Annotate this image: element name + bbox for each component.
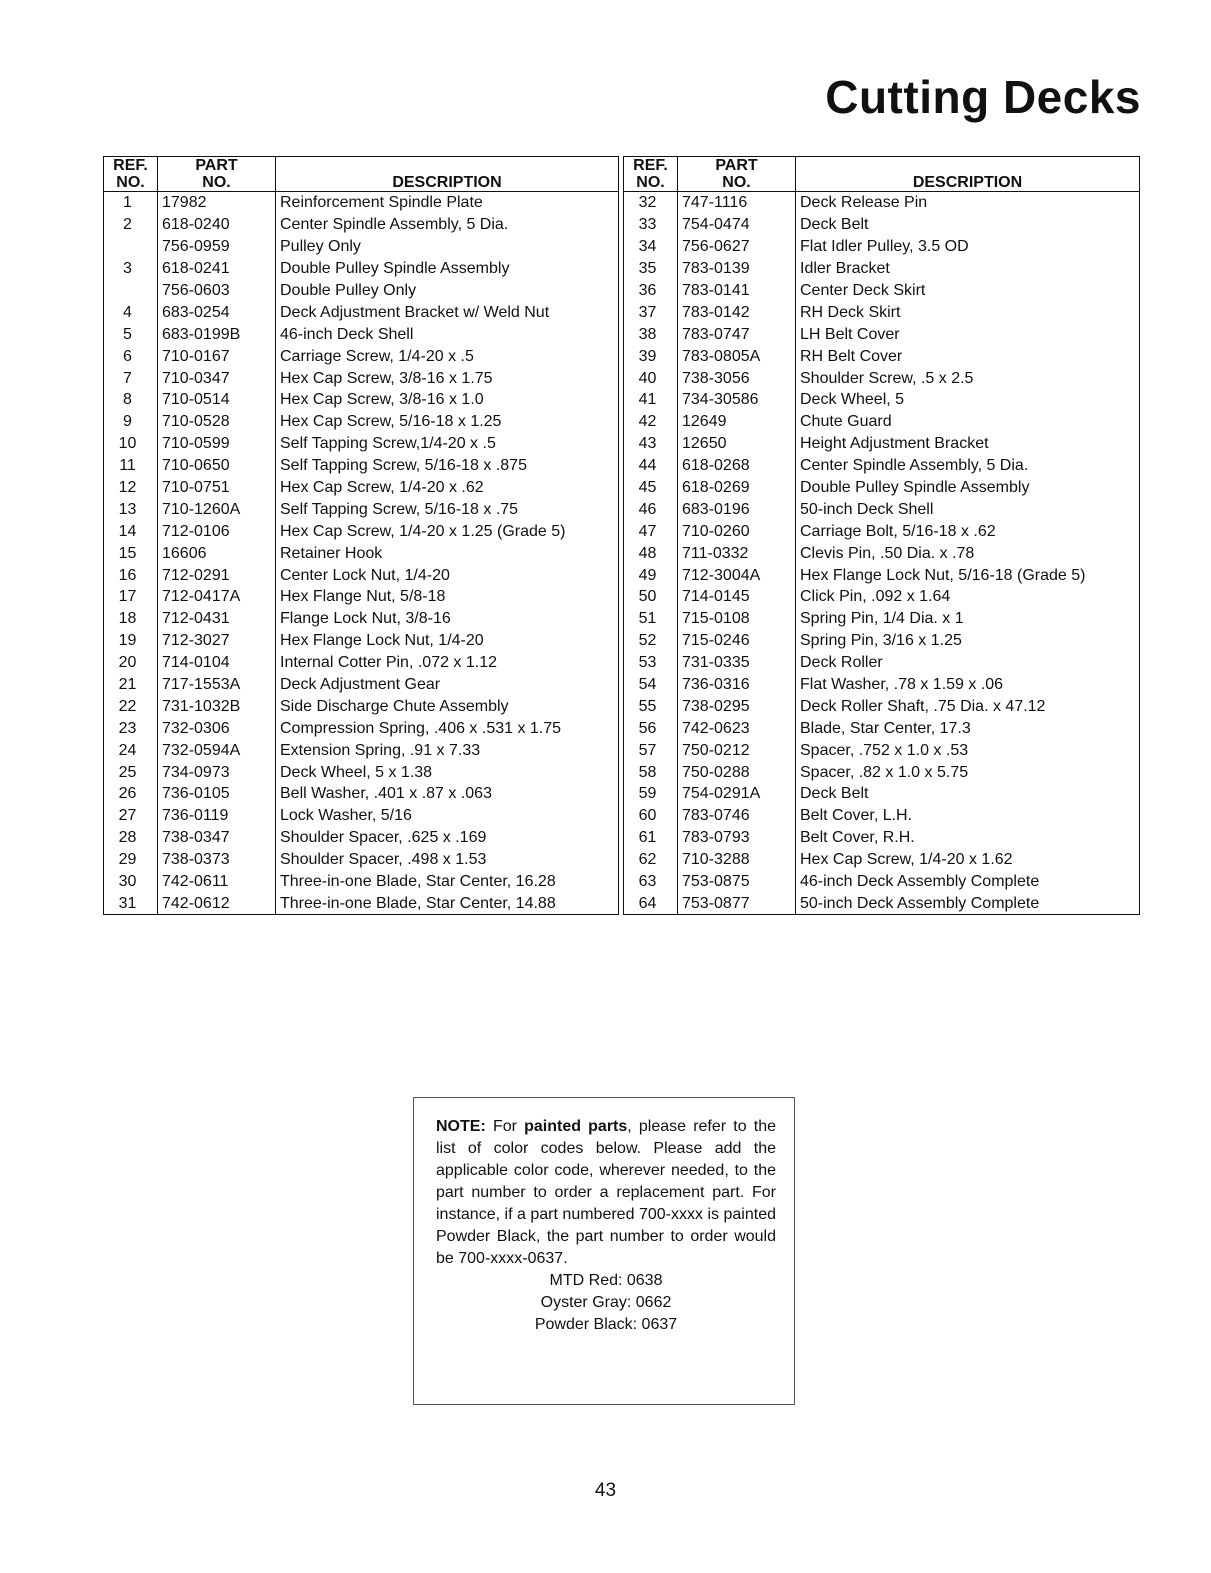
table-row [624, 389, 1140, 411]
part-no-cell: 17982 [158, 192, 276, 214]
ref-no-cell: 62 [624, 849, 678, 871]
ref-no-cell: 15 [104, 542, 158, 564]
ref-no-cell: 54 [624, 674, 678, 696]
table-row [104, 893, 619, 915]
part-no-cell: 738-3056 [678, 367, 796, 389]
table-row [104, 564, 619, 586]
table-row [104, 258, 619, 280]
part-no-cell: 783-0746 [678, 805, 796, 827]
part-no-cell: 710-3288 [678, 849, 796, 871]
description-header: DESCRIPTION [796, 157, 1140, 192]
ref-no-cell: 3 [104, 258, 158, 280]
description-cell: Carriage Bolt, 5/16-18 x .62 [800, 522, 996, 540]
description-cell: Flange Lock Nut, 3/8-16 [280, 610, 451, 628]
color-code-mtd-red: MTD Red: 0638 [549, 1272, 663, 1289]
note-body: , please refer to the list of color codes below. Please add the applicable color code, wherever needed, to the part number to order a replacement part. For instance, if a part numbered 700-xxxx is painted Powder Black, the part number to order would be 700-xxxx-0637. [436, 1118, 777, 1267]
part-no-cell: 710-0650 [158, 455, 276, 477]
table-row [624, 695, 1140, 717]
part-no-cell: 717-1553A [158, 674, 276, 696]
table-row [104, 433, 619, 455]
table-row [624, 783, 1140, 805]
description-cell: Deck Release Pin [800, 194, 928, 212]
table-row [624, 323, 1140, 345]
parts-table-left-body [104, 192, 619, 915]
description-cell: Belt Cover, L.H. [800, 807, 913, 825]
description-cell: 50-inch Deck Assembly Complete [800, 894, 1040, 912]
ref-no-cell: 47 [624, 520, 678, 542]
description-cell: Hex Cap Screw, 1/4-20 x 1.25 (Grade 5) [280, 522, 566, 540]
table-row [624, 849, 1140, 871]
ref-no-cell: 46 [624, 498, 678, 520]
description-cell: Deck Roller Shaft, .75 Dia. x 47.12 [800, 697, 1046, 715]
ref-no-cell: 40 [624, 367, 678, 389]
ref-no-cell: 48 [624, 542, 678, 564]
part-no-cell: 742-0611 [158, 871, 276, 893]
part-no-cell: 712-3004A [678, 564, 796, 586]
table-row [104, 674, 619, 696]
ref-no-cell: 59 [624, 783, 678, 805]
description-cell: Deck Adjustment Gear [280, 676, 441, 694]
color-code-powder-black: Powder Black: 0637 [534, 1316, 678, 1333]
description-cell: Deck Adjustment Bracket w/ Weld Nut [280, 303, 550, 321]
table-row [624, 717, 1140, 739]
table-row [624, 455, 1140, 477]
description-cell: Belt Cover, R.H. [800, 829, 915, 847]
description-cell: Lock Washer, 5/16 [280, 807, 412, 825]
ref-no-cell: 38 [624, 323, 678, 345]
part-no-cell: 618-0241 [158, 258, 276, 280]
part-no-cell: 618-0269 [678, 477, 796, 499]
part-no-cell: 738-0295 [678, 695, 796, 717]
table-row [624, 280, 1140, 302]
note-label: NOTE: [436, 1118, 486, 1135]
description-cell: Click Pin, .092 x 1.64 [800, 588, 951, 606]
table-row [104, 367, 619, 389]
table-row [104, 608, 619, 630]
ref-no-header: REF. NO. [104, 157, 158, 192]
ref-no-cell [104, 236, 158, 258]
part-no-cell: 736-0105 [158, 783, 276, 805]
table-row [624, 739, 1140, 761]
table-row [624, 674, 1140, 696]
table-row [104, 783, 619, 805]
table-row [104, 652, 619, 674]
part-no-cell: 683-0199B [158, 323, 276, 345]
ref-no-cell: 49 [624, 564, 678, 586]
description-cell: Pulley Only [280, 238, 361, 256]
part-no-header: PART NO. [158, 157, 276, 192]
ref-no-cell: 55 [624, 695, 678, 717]
table-header-row [104, 157, 619, 192]
table-row [104, 695, 619, 717]
ref-no-cell: 20 [104, 652, 158, 674]
description-cell: Idler Bracket [800, 260, 890, 278]
description-cell: Hex Flange Lock Nut, 1/4-20 [280, 632, 484, 650]
part-no-cell: 756-0627 [678, 236, 796, 258]
description-cell: Center Deck Skirt [800, 282, 926, 299]
description-cell: Hex Cap Screw, 5/16-18 x 1.25 [280, 413, 502, 431]
part-no-cell: 710-0260 [678, 520, 796, 542]
ref-no-cell: 25 [104, 761, 158, 783]
description-cell: Flat Washer, .78 x 1.59 x .06 [800, 676, 1004, 694]
description-cell: Height Adjustment Bracket [800, 435, 989, 453]
ref-no-cell: 27 [104, 805, 158, 827]
ref-no-cell: 51 [624, 608, 678, 630]
table-row [104, 871, 619, 893]
part-no-cell: 712-0417A [158, 586, 276, 608]
ref-no-cell: 53 [624, 652, 678, 674]
part-no-cell: 712-0106 [158, 520, 276, 542]
table-row [104, 827, 619, 849]
ref-no-header: REF. NO. [624, 157, 678, 192]
part-no-cell: 683-0254 [158, 301, 276, 323]
description-cell: RH Deck Skirt [800, 303, 901, 321]
note-emphasis: painted parts [524, 1118, 628, 1135]
description-cell: Extension Spring, .91 x 7.33 [280, 741, 481, 759]
part-no-cell: 738-0373 [158, 849, 276, 871]
table-row [104, 542, 619, 564]
part-no-cell: 711-0332 [678, 542, 796, 564]
ref-no-cell: 41 [624, 389, 678, 411]
ref-no-cell: 52 [624, 630, 678, 652]
part-no-cell: 783-0139 [678, 258, 796, 280]
part-no-cell: 753-0877 [678, 893, 796, 915]
table-row [624, 411, 1140, 433]
part-no-cell: 732-0594A [158, 739, 276, 761]
table-row [104, 739, 619, 761]
ref-no-cell: 32 [624, 192, 678, 214]
part-no-cell: 738-0347 [158, 827, 276, 849]
table-row [624, 498, 1140, 520]
ref-no-cell: 35 [624, 258, 678, 280]
description-cell: Bell Washer, .401 x .87 x .063 [280, 785, 492, 803]
ref-no-cell: 16 [104, 564, 158, 586]
part-no-cell: 783-0141 [678, 280, 796, 302]
table-row [104, 192, 619, 214]
ref-no-cell: 18 [104, 608, 158, 630]
part-no-cell: 715-0108 [678, 608, 796, 630]
description-cell: Side Discharge Chute Assembly [280, 697, 509, 715]
part-no-cell: 731-1032B [158, 695, 276, 717]
table-row [624, 564, 1140, 586]
part-no-cell: 715-0246 [678, 630, 796, 652]
ref-no-cell: 60 [624, 805, 678, 827]
ref-no-cell: 4 [104, 301, 158, 323]
ref-no-cell: 31 [104, 893, 158, 915]
table-row [624, 761, 1140, 783]
color-code-oyster-gray: Oyster Gray: 0662 [540, 1294, 672, 1311]
ref-no-cell: 8 [104, 389, 158, 411]
description-cell: Center Spindle Assembly, 5 Dia. [280, 216, 509, 234]
part-no-cell: 783-0747 [678, 323, 796, 345]
part-no-cell: 16606 [158, 542, 276, 564]
ref-no-cell: 6 [104, 345, 158, 367]
part-no-cell: 754-0474 [678, 214, 796, 236]
description-cell: Center Lock Nut, 1/4-20 [280, 566, 450, 584]
table-header-row [624, 157, 1140, 192]
parts-table-left [103, 156, 619, 915]
ref-no-cell: 61 [624, 827, 678, 849]
description-cell: Hex Cap Screw, 3/8-16 x 1.0 [280, 391, 484, 409]
part-no-cell: 710-0167 [158, 345, 276, 367]
table-row [624, 433, 1140, 455]
ref-no-cell: 7 [104, 367, 158, 389]
ref-no-cell: 29 [104, 849, 158, 871]
part-no-cell: 714-0145 [678, 586, 796, 608]
ref-no-cell [104, 280, 158, 302]
description-cell: LH Belt Cover [800, 325, 900, 343]
ref-no-cell: 34 [624, 236, 678, 258]
part-no-cell: 750-0212 [678, 739, 796, 761]
ref-no-cell: 44 [624, 455, 678, 477]
ref-no-cell: 11 [104, 455, 158, 477]
page-title: Cutting Decks [825, 71, 1141, 123]
ref-no-cell: 24 [104, 739, 158, 761]
ref-no-cell: 37 [624, 301, 678, 323]
table-row [104, 214, 619, 236]
part-no-cell: 736-0119 [158, 805, 276, 827]
description-cell: Deck Roller [800, 654, 883, 672]
painted-parts-note [413, 1097, 795, 1405]
ref-no-cell: 43 [624, 433, 678, 455]
ref-no-cell: 9 [104, 411, 158, 433]
description-cell: Spring Pin, 3/16 x 1.25 [800, 632, 962, 650]
part-no-cell: 750-0288 [678, 761, 796, 783]
ref-no-cell: 14 [104, 520, 158, 542]
table-row [624, 367, 1140, 389]
table-row [624, 652, 1140, 674]
table-row [624, 827, 1140, 849]
description-cell: Flat Idler Pulley, 3.5 OD [800, 238, 969, 256]
table-row [104, 345, 619, 367]
ref-no-cell: 21 [104, 674, 158, 696]
description-cell: Double Pulley Only [280, 282, 417, 299]
description-cell: Compression Spring, .406 x .531 x 1.75 [280, 719, 562, 737]
ref-no-cell: 58 [624, 761, 678, 783]
note-text [436, 1116, 776, 1270]
part-no-cell: 731-0335 [678, 652, 796, 674]
description-cell: Deck Wheel, 5 x 1.38 [280, 763, 433, 781]
ref-no-cell: 50 [624, 586, 678, 608]
table-row [624, 586, 1140, 608]
table-row [104, 411, 619, 433]
part-no-cell: 783-0793 [678, 827, 796, 849]
description-cell: Chute Guard [800, 413, 892, 431]
description-cell: Shoulder Screw, .5 x 2.5 [800, 369, 974, 387]
part-no-cell: 12649 [678, 411, 796, 433]
part-no-cell: 753-0875 [678, 871, 796, 893]
table-row [104, 717, 619, 739]
table-row [104, 477, 619, 499]
description-cell: Hex Flange Nut, 5/8-18 [280, 588, 446, 606]
table-row [624, 236, 1140, 258]
description-cell: Spacer, .752 x 1.0 x .53 [800, 741, 969, 759]
part-no-cell: 712-0431 [158, 608, 276, 630]
table-row [624, 608, 1140, 630]
ref-no-cell: 1 [104, 192, 158, 214]
table-row [104, 849, 619, 871]
ref-no-cell: 2 [104, 214, 158, 236]
ref-no-cell: 5 [104, 323, 158, 345]
table-row [104, 630, 619, 652]
table-row [624, 214, 1140, 236]
table-row [624, 630, 1140, 652]
ref-no-cell: 36 [624, 280, 678, 302]
ref-no-cell: 33 [624, 214, 678, 236]
description-cell: Self Tapping Screw,1/4-20 x .5 [280, 435, 496, 453]
table-row [104, 498, 619, 520]
part-no-cell: 710-0599 [158, 433, 276, 455]
table-row [624, 871, 1140, 893]
ref-no-cell: 63 [624, 871, 678, 893]
description-cell: Deck Wheel, 5 [800, 391, 905, 409]
description-cell: Self Tapping Screw, 5/16-18 x .75 [280, 500, 519, 518]
part-no-cell: 756-0603 [158, 280, 276, 302]
table-row [624, 542, 1140, 564]
description-cell: Hex Flange Lock Nut, 5/16-18 (Grade 5) [800, 566, 1086, 584]
description-cell: 46-inch Deck Shell [280, 325, 414, 343]
table-row [624, 192, 1140, 214]
table-row [104, 805, 619, 827]
part-no-cell: 710-1260A [158, 498, 276, 520]
description-cell: Internal Cotter Pin, .072 x 1.12 [280, 654, 498, 672]
description-cell: Hex Cap Screw, 1/4-20 x 1.62 [800, 851, 1013, 869]
ref-no-cell: 10 [104, 433, 158, 455]
part-no-cell: 736-0316 [678, 674, 796, 696]
description-cell: Hex Cap Screw, 3/8-16 x 1.75 [280, 369, 493, 387]
description-cell: Spring Pin, 1/4 Dia. x 1 [800, 610, 964, 628]
description-cell: 50-inch Deck Shell [800, 500, 934, 518]
part-no-cell: 618-0268 [678, 455, 796, 477]
description-cell: Blade, Star Center, 17.3 [800, 719, 971, 737]
table-row [624, 258, 1140, 280]
table-row [104, 389, 619, 411]
description-cell: Center Spindle Assembly, 5 Dia. [800, 457, 1029, 475]
description-cell: Self Tapping Screw, 5/16-18 x .875 [280, 457, 527, 475]
table-row [104, 236, 619, 258]
part-no-cell: 710-0751 [158, 477, 276, 499]
description-cell: Retainer Hook [280, 544, 383, 562]
table-row [624, 893, 1140, 915]
description-cell: RH Belt Cover [800, 347, 903, 365]
part-no-cell: 710-0528 [158, 411, 276, 433]
part-no-cell: 618-0240 [158, 214, 276, 236]
part-no-cell: 710-0514 [158, 389, 276, 411]
ref-no-cell: 42 [624, 411, 678, 433]
parts-table-right-body [624, 192, 1140, 915]
description-cell: Deck Belt [800, 785, 869, 803]
part-no-cell: 756-0959 [158, 236, 276, 258]
table-row [624, 345, 1140, 367]
table-row [104, 761, 619, 783]
part-no-cell: 712-0291 [158, 564, 276, 586]
description-cell: Double Pulley Spindle Assembly [800, 479, 1030, 497]
ref-no-cell: 12 [104, 477, 158, 499]
table-row [104, 301, 619, 323]
part-no-cell: 783-0805A [678, 345, 796, 367]
part-no-cell: 12650 [678, 433, 796, 455]
ref-no-cell: 22 [104, 695, 158, 717]
description-cell: 46-inch Deck Assembly Complete [800, 873, 1040, 891]
page-number: 43 [594, 1480, 617, 1501]
description-cell: Shoulder Spacer, .625 x .169 [280, 829, 487, 847]
part-no-cell: 742-0612 [158, 893, 276, 915]
ref-no-cell: 64 [624, 893, 678, 915]
description-cell: Shoulder Spacer, .498 x 1.53 [280, 851, 487, 869]
table-row [104, 323, 619, 345]
part-no-cell: 683-0196 [678, 498, 796, 520]
table-row [104, 586, 619, 608]
ref-no-cell: 30 [104, 871, 158, 893]
part-no-cell: 747-1116 [678, 192, 796, 214]
part-no-header: PART NO. [678, 157, 796, 192]
description-cell: Deck Belt [800, 216, 869, 234]
ref-no-cell: 45 [624, 477, 678, 499]
parts-table-right [623, 156, 1140, 915]
part-no-cell: 754-0291A [678, 783, 796, 805]
table-row [624, 520, 1140, 542]
part-no-cell: 734-30586 [678, 389, 796, 411]
ref-no-cell: 17 [104, 586, 158, 608]
part-no-cell: 783-0142 [678, 301, 796, 323]
table-row [624, 301, 1140, 323]
part-no-cell: 734-0973 [158, 761, 276, 783]
part-no-cell: 732-0306 [158, 717, 276, 739]
description-cell: Three-in-one Blade, Star Center, 16.28 [280, 873, 556, 891]
table-row [104, 455, 619, 477]
table-row [624, 805, 1140, 827]
part-no-cell: 710-0347 [158, 367, 276, 389]
ref-no-cell: 26 [104, 783, 158, 805]
note-intro: For [485, 1118, 525, 1135]
part-no-cell: 742-0623 [678, 717, 796, 739]
description-cell: Hex Cap Screw, 1/4-20 x .62 [280, 479, 484, 497]
table-row [104, 280, 619, 302]
ref-no-cell: 19 [104, 630, 158, 652]
description-cell: Three-in-one Blade, Star Center, 14.88 [280, 894, 556, 912]
description-cell: Reinforcement Spindle Plate [280, 194, 483, 212]
ref-no-cell: 23 [104, 717, 158, 739]
ref-no-cell: 28 [104, 827, 158, 849]
ref-no-cell: 56 [624, 717, 678, 739]
part-no-cell: 712-3027 [158, 630, 276, 652]
description-cell: Spacer, .82 x 1.0 x 5.75 [800, 763, 969, 781]
ref-no-cell: 39 [624, 345, 678, 367]
description-cell: Double Pulley Spindle Assembly [280, 260, 510, 278]
description-cell: Clevis Pin, .50 Dia. x .78 [800, 544, 975, 562]
description-header: DESCRIPTION [276, 157, 619, 192]
description-cell: Carriage Screw, 1/4-20 x .5 [280, 347, 474, 365]
table-row [624, 477, 1140, 499]
ref-no-cell: 57 [624, 739, 678, 761]
table-row [104, 520, 619, 542]
ref-no-cell: 13 [104, 498, 158, 520]
part-no-cell: 714-0104 [158, 652, 276, 674]
